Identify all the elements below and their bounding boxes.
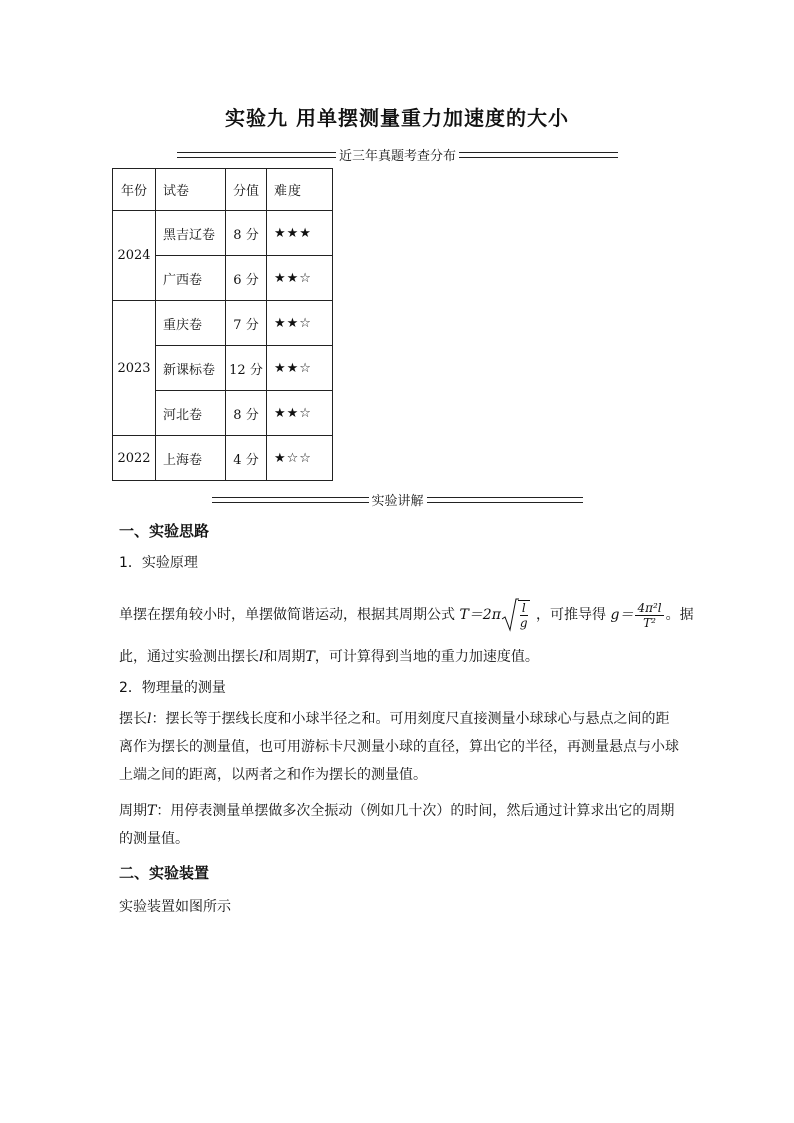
difficulty-cell: ★★☆: [267, 256, 333, 301]
table-header-row: [113, 169, 333, 211]
year-cell: 2023: [113, 301, 156, 436]
period-text: ：用停表测量单摆做多次全振动（例如几十次）的时间，然后通过计算求出它的周期的测量值。: [119, 803, 675, 847]
variable-l: l: [259, 649, 264, 665]
divider-rule-left: [212, 497, 369, 503]
divider-rule-right: [427, 497, 584, 503]
section-divider-explanation: [212, 490, 583, 509]
fraction-denominator: T²: [643, 615, 656, 630]
table-row: [113, 436, 333, 481]
length-text: ：摆长等于摆线长度和小球半径之和。可用刻度尺直接测量小球球心与悬点之间的距离作为摆长的测量值，也可用游标卡尺测量小球的直径，算出它的半径，再测量悬点与小球上端之间的距离，以两者之和作为摆长的测量值。: [119, 711, 679, 783]
section-divider-exam-distribution: [177, 145, 618, 164]
subheading-principle: 1．实验原理: [119, 555, 198, 571]
principle-text: 。据: [665, 607, 694, 623]
period-formula: [459, 597, 531, 633]
difficulty-cell: ★★☆: [267, 391, 333, 436]
paper-cell: 新课标卷: [156, 346, 226, 391]
divider-label: 实验讲解: [371, 494, 424, 509]
length-label: 摆长: [119, 711, 147, 727]
header-score: 分值: [226, 169, 267, 211]
header-year: 年份: [113, 169, 156, 211]
divider-rule-left: [177, 152, 336, 158]
paper-cell: 黑吉辽卷: [156, 211, 226, 256]
table-row: [113, 301, 333, 346]
exam-distribution-table: [112, 168, 333, 481]
table-row: [113, 211, 333, 256]
year-cell: 2022: [113, 436, 156, 481]
variable-l: l: [147, 711, 152, 727]
score-cell: 8 分: [226, 391, 267, 436]
principle-text: ，可推导得: [536, 607, 607, 623]
paper-cell: 广西卷: [156, 256, 226, 301]
divider-rule-right: [459, 152, 618, 158]
year-cell: 2024: [113, 211, 156, 301]
formula-lhs: T＝2π: [459, 607, 501, 623]
score-cell: 4 分: [226, 436, 267, 481]
divider-label: 近三年真题考查分布: [339, 149, 457, 164]
score-cell: 7 分: [226, 301, 267, 346]
fraction-numerator: l: [521, 601, 526, 615]
section-heading-experiment-idea: 一、实验思路: [119, 522, 210, 540]
paper-cell: 河北卷: [156, 391, 226, 436]
variable-T: T: [305, 649, 315, 665]
g-formula-fraction: [635, 601, 663, 630]
principle-paragraph-line2: [119, 647, 539, 667]
principle-text: 单摆在摆角较小时，单摆做简谐运动，根据其周期公式: [119, 607, 455, 623]
score-cell: 8 分: [226, 211, 267, 256]
header-paper: 试卷: [156, 169, 226, 211]
length-measurement-paragraph: [119, 705, 681, 789]
square-root-icon: [501, 597, 519, 633]
difficulty-cell: ★☆☆: [267, 436, 333, 481]
principle-text: ，可计算得到当地的重力加速度值。: [314, 649, 539, 665]
paper-cell: 上海卷: [156, 436, 226, 481]
apparatus-text: 实验装置如图所示: [119, 899, 231, 915]
difficulty-cell: ★★☆: [267, 301, 333, 346]
period-measurement-paragraph: [119, 797, 681, 853]
difficulty-cell: ★★★: [267, 211, 333, 256]
section-heading-apparatus: 二、实验装置: [119, 864, 210, 882]
g-formula-lhs: g＝: [610, 607, 634, 623]
fraction-numerator: 4π²l: [637, 600, 662, 615]
principle-paragraph-line1: [119, 597, 694, 633]
fraction-denominator: g: [519, 616, 528, 630]
page-title: 实验九 用单摆测量重力加速度的大小: [225, 106, 569, 130]
principle-text: 和周期: [263, 649, 306, 665]
variable-T: T: [147, 803, 157, 819]
subheading-measurement: 2．物理量的测量: [119, 680, 226, 696]
paper-cell: 重庆卷: [156, 301, 226, 346]
score-cell: 12 分: [226, 346, 267, 391]
header-difficulty: 难度: [267, 169, 333, 211]
difficulty-cell: ★★☆: [267, 346, 333, 391]
sqrt-fraction: [518, 600, 530, 630]
principle-text: 此，通过实验测出摆长: [119, 649, 259, 665]
score-cell: 6 分: [226, 256, 267, 301]
period-label: 周期: [119, 803, 147, 819]
